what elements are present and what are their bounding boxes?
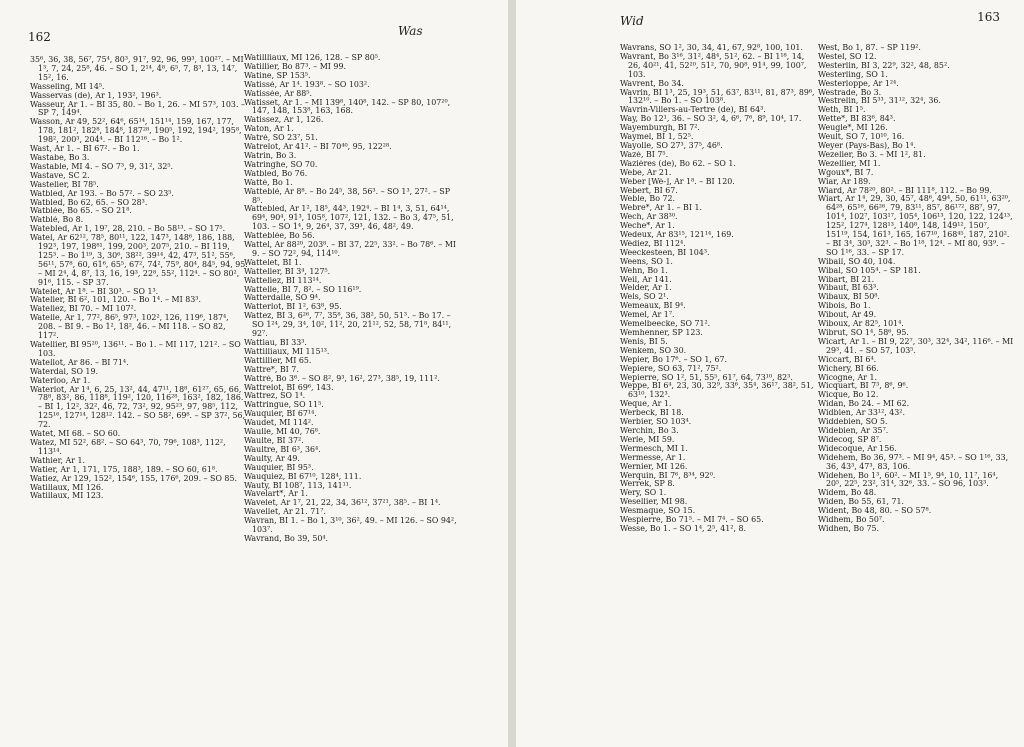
index-entry: Widecoque, Ar 156. — [818, 444, 897, 453]
index-entry: Weth, BI 1⁵. — [818, 106, 866, 115]
right-column-1 — [620, 44, 816, 534]
index-entry: Wibout, Ar 49. — [818, 311, 877, 320]
index-entry: Waulte, BI 37². — [244, 436, 304, 445]
index-entry: Watblé, Bo 8. — [30, 216, 84, 225]
index-entry: Wattiau, BI 33³. — [244, 339, 307, 347]
index-entry: Watbled, Ar 193. – Bo 57². – SO 23⁵. — [30, 189, 174, 198]
index-entry: Watellier, BI 95²⁰, 136¹¹. – Bo 1. – MI 117, 121². – SO 103. — [30, 341, 241, 358]
index-entry: Watet, MI 68. – SO 60. — [30, 430, 121, 439]
index-entry: Watisset, Ar 1. – MI 139⁸, 140⁸, 142. – SP 80, 107²⁰, 147, 148, 153⁸, 163, 168. — [244, 98, 451, 116]
index-entry: Watringhe, SO 70. — [244, 160, 318, 169]
index-entry: Wavrans, SO 1², 30, 34, 41, 67, 92⁸, 100, 101. — [620, 44, 803, 52]
index-entry: Wastelier, BI 78⁵. — [30, 180, 99, 189]
index-entry: Wauquier, BI 67¹⁴. — [244, 410, 317, 419]
index-entry: Wibois, Bo 1. — [818, 302, 871, 311]
index-entry: Wavran, BI 1. – Bo 1, 3¹⁰, 36², 49. – MI 126. – SO 94², 103⁷. — [244, 517, 457, 535]
index-entry: Wermesse, Ar 1. — [620, 453, 686, 462]
index-entry: Wibaut, BI 63³. — [818, 284, 879, 293]
index-entry: Watillliaux, MI 126, 128. – SP 80⁵. — [244, 54, 381, 62]
index-entry: Webert, BI 67. — [620, 186, 678, 195]
index-entry: Wemeaux, BI 9⁴. — [620, 302, 686, 311]
index-entry: Wemelbeecke, SO 71². — [620, 320, 711, 329]
index-entry: Weppe, BI 6⁴, 23, 30, 32⁹, 33⁶, 35⁴, 36¹⁷, 38², 51, 63¹⁰, 132³. — [620, 382, 814, 400]
left-running-head: Was — [398, 24, 423, 38]
index-entry: Wemel, Ar 1⁷. — [620, 311, 675, 320]
index-entry: Wasservas (de), Ar 1, 193², 196³. — [30, 91, 162, 100]
index-entry: Watteblée, Bo 56. — [244, 232, 315, 241]
index-entry: West, Bo 1, 87. – SP 119². — [818, 44, 921, 52]
index-entry: Widecoq, SP 8⁷. — [818, 435, 882, 444]
index-entry: Wastabe, Bo 3. — [30, 153, 90, 162]
index-entry: Watteblé, Ar 8⁸. – Bo 24⁵, 38, 56³. – SO 1³, 27². – SP 8⁵. — [244, 187, 451, 205]
index-entry: Watillaux, MI 123. — [30, 492, 104, 501]
left-page — [0, 0, 508, 747]
index-entry: Waulty, Ar 49. — [244, 454, 300, 463]
index-entry: Weult, SO 7, 10¹⁰, 16. — [818, 133, 905, 142]
index-entry: Wenkem, SO 30. — [620, 346, 687, 355]
index-entry: Wibail, SO 40, 104. — [818, 257, 896, 266]
index-entry: Weil, Ar 141. — [620, 275, 672, 284]
index-entry: Wepierre, SO 1², 51, 55⁵, 61⁷, 64, 73¹⁰, 82³. — [620, 373, 793, 382]
left-column-1 — [30, 56, 248, 501]
index-entry: Wavrin-Villers-au-Tertre (de), BI 64³. — [620, 106, 766, 115]
index-entry: Waterlot, Ar 1⁴, 6, 25, 13², 44, 47¹¹, 18⁸, 61²⁷, 65, 66, 78⁸, 83², 86, 118⁸, 119², 120, 116²⁸, 163², 182, 186. – BI 1, 12², 32², 46, 72, 73², 92, 95²³, 97, 98⁵, 112, 125¹⁶, 127¹⁴, 128¹². 142. – SO 58², 69⁸. – SP 37², 56, 72. — [30, 385, 246, 430]
index-entry: Widan, Bo 24. – MI 62. — [818, 400, 910, 409]
index-entry: Watelle, Ar 1, 77², 86⁵, 97³, 102², 126, 119⁶, 187⁴, 208. – BI 9. – Bo 1², 18², 46. – MI 118. – SO 82, 117². — [30, 314, 229, 341]
index-entry: Weche*, Ar 1. — [620, 222, 675, 231]
index-entry: Wesse, Bo 1. – SO 1⁴, 2⁵, 41², 8. — [620, 524, 746, 533]
index-entry: Westrelin, BI 5³³, 31¹², 32⁴, 36. — [818, 97, 941, 106]
index-entry: Wiar, Ar 189. — [818, 177, 871, 186]
index-entry: Watier, Ar 1, 171, 175, 188³, 189. – SO 60, 61⁸. — [30, 465, 218, 474]
index-entry: Weyer (Pays-Bas), Bo 1⁴. — [818, 141, 916, 150]
index-entry: Watellot, Ar 86. – BI 71⁴. — [30, 358, 129, 367]
index-entry: Wathier, Ar 1. — [30, 456, 86, 465]
index-entry: Wezellier, MI 1. — [818, 159, 881, 168]
index-entry: Westrade, Bo 3. — [818, 88, 882, 97]
index-entry: Weens, SO 1. — [620, 257, 673, 266]
index-entry: Werbeck, BI 18. — [620, 409, 684, 418]
index-entry: Wiccart, BI 6⁴. — [818, 355, 877, 364]
index-entry: Wattrez, SO 1⁴. — [244, 392, 306, 401]
index-entry: Watissez, Ar 1, 126. — [244, 116, 324, 125]
index-entry: Watterdalle, SO 9⁴. — [244, 294, 321, 303]
index-entry: Wasson, Ar 49, 52², 64⁶, 65¹⁴, 151¹⁴, 159, 167, 177, 178, 181², 182⁸, 184⁸, 187²⁸, 190⁵, 192, 194², 195⁸, 198², 200³, 204⁴. – BI 112¹⁶. – Bo 1². — [30, 118, 242, 145]
index-entry: Wattez, BI 3, 6²⁶, 7⁷, 35⁸, 36, 38², 50, 51³. – Bo 17. – SO 1²⁴, 29, 3⁴, 10², 11², 20, 21¹², 52, 58, 71⁸, 84¹¹, 92⁷. — [244, 312, 452, 339]
index-entry: Waterloo, Ar 1. — [30, 376, 91, 385]
index-entry: Wette*, BI 83⁶, 84³. — [818, 115, 896, 124]
index-entry: Westerlin, BI 3, 22⁹, 32², 48, 85². — [818, 61, 950, 70]
index-entry: Waudet, MI 114². — [244, 419, 314, 428]
index-entry: Watillaux, MI 126. — [30, 483, 104, 492]
index-entry: Wavellet, Ar 21. 71⁷. — [244, 508, 326, 517]
right-running-head: Wid — [620, 14, 644, 28]
index-entry: Wery, SO 1. — [620, 489, 667, 498]
index-entry: Watteliez, BI 113¹⁴. — [244, 276, 322, 285]
index-entry: Wernier, MI 126. — [620, 462, 688, 471]
index-entry: Wastable, MI 4. – SO 7³, 9, 31², 32⁵. — [30, 162, 174, 171]
index-entry: Wast, Ar 1. – BI 67². – Bo 1. — [30, 145, 140, 154]
index-entry: Wech, Ar 38³⁰. — [620, 213, 678, 222]
left-page-number: 162 — [28, 30, 51, 44]
index-entry: Watelier, BI 6², 101, 120. – Bo 1⁴. – MI 83³. — [30, 296, 201, 305]
left-column-2 — [244, 54, 462, 544]
index-entry: Wattillier, MI 65. — [244, 356, 312, 365]
index-entry: Weugle*, MI 126. — [818, 124, 888, 133]
index-entry: Wattré, Bo 3⁶. – SO 8², 9³, 16², 27³, 38⁵, 19, 111². — [244, 374, 440, 383]
index-entry: Widem, Bo 48. — [818, 489, 877, 498]
index-entry: Watel, Ar 62¹², 78⁵, 80¹¹, 122, 147³, 148⁶, 186, 188, 192³, 197, 198⁸¹, 199, 200³, 207⁵, 210. – BI 119, 125³. – Bo 1¹⁹, 3, 30⁶, 38²², 39¹⁴, 42, 47³, 51², 55⁶, 56¹¹, 57⁸, 60, 61⁶, 65⁵, 67², 74², 75⁹, 80⁴, 84⁵, 94, 95. – MI 2⁴, 4, 8⁷, 13, 16, 19³, 22⁸, 55², 112⁴. – SO 80², 91⁶, 115. – SP 37. — [30, 234, 248, 287]
index-entry: Watrin, Bo 3. — [244, 151, 297, 160]
index-entry: Wiart, Ar 1⁴, 29, 30, 45⁷, 48⁶, 49⁴, 50, 61¹¹, 63²⁰, 64²⁸, 65¹⁶, 66²⁶, 79, 83¹¹, 85⁷, 86¹⁷², 88⁷, 97, 101⁴, 102⁷, 103¹⁷, 105⁴, 106¹³, 120, 122, 124¹³, 125², 127⁴, 128¹³, 140⁸, 148, 149¹², 150⁷, 151¹⁹, 154, 161³, 165, 167¹⁰, 168⁴⁵, 187, 210². – BI 3⁴, 30³, 32³. – Bo 1¹⁸, 12⁴. – MI 80, 93⁹. – SO 1¹⁶, 33. – SP 17. — [818, 195, 1013, 257]
index-entry: Watteller, BI 3⁴, 127⁵. — [244, 267, 331, 276]
index-entry: Wayolle, SO 27³, 37⁵, 46⁸. — [620, 141, 723, 150]
index-entry: Widhen, Bo 75. — [818, 524, 880, 533]
index-entry: Wibart, BI 21. — [818, 275, 875, 284]
index-entry: Wasseur, Ar 1. – BI 35, 80. – Bo 1, 26. – MI 57³, 103. – SP 7, 149⁴. — [30, 100, 245, 118]
index-entry: Wauquiez, BI 67¹⁰, 128⁴, 111. — [244, 472, 362, 481]
index-entry: Watillier, Bo 87³. – MI 99. — [244, 62, 346, 71]
index-entry: Wattelle, BI 7, 8². – SO 116¹⁹. — [244, 285, 362, 294]
index-entry: Waton, Ar 1. — [244, 125, 294, 134]
index-entry: Wédiez, BI 112⁴. — [620, 239, 686, 248]
index-entry: Wibrut, SO 1⁴, 58⁶, 95. — [818, 329, 909, 337]
index-entry: Westel, SO 12. — [818, 52, 877, 61]
index-entry: Wattebled, Ar 1², 18⁵, 44³, 192⁴. – BI 1⁴, 3, 51, 64¹⁴, 69⁴, 90⁴, 91³, 105⁸, 107², 121, 132. – Bo 3, 47⁵, 51, 103. – SO 1⁴, 9, 26⁴, 37, 39³, 46, 48², 49. — [244, 205, 454, 232]
index-entry: Wezelier, Bo 3. – MI 1², 81. — [818, 150, 926, 159]
index-entry: Watté, Bo 1. — [244, 178, 293, 187]
index-entry: Wehn, Bo 1. — [620, 266, 668, 275]
index-entry: Wattre*, BI 7. — [244, 365, 299, 374]
index-entry: Weber [Wé-], Ar 1⁸. – BI 120. — [620, 177, 735, 186]
index-entry: Widhem, Bo 50⁷. — [818, 516, 885, 525]
index-entry: Weque, Ar 1. — [620, 400, 672, 409]
index-entry: Watebled, Ar 1, 19⁷, 28, 210. – Bo 58¹³. – SO 17⁵. — [30, 225, 226, 234]
index-entry: Wels, SO 2¹. — [620, 293, 669, 302]
index-entry: Wibal, SO 105⁴. – SP 181. — [818, 266, 921, 275]
index-entry: Wavrand, Bo 39, 50⁴. — [244, 534, 329, 543]
index-entry: Watterlot, BI 1², 63⁸, 95. — [244, 303, 342, 312]
index-entry: Watbled, Bo 62, 65. – SO 28³. — [30, 198, 148, 207]
index-entry: Wattringue, SO 11⁵. — [244, 401, 324, 410]
index-entry: Wicogne, Ar 1. — [818, 373, 877, 382]
index-entry: Waulle, MI 40, 76⁸. — [244, 428, 321, 437]
index-entry: Way, Bo 12¹, 36. – SO 3², 4, 6⁶, 7⁶, 8⁹, 10⁴, 17. — [620, 115, 802, 124]
index-entry: Wicquart, BI 7³, 8⁶, 9⁶. — [818, 382, 909, 391]
index-entry: Wesellier, MI 98. — [620, 498, 688, 507]
index-entry: Wesmaque, SO 15. — [620, 507, 696, 516]
index-entry: Wiboux, Ar 82⁵, 101⁴. — [818, 320, 904, 329]
index-entry: Werrek, SP 8. — [620, 480, 675, 489]
index-entry: Watiez, Ar 129, 152², 154⁶, 155, 176⁶, 209. – SO 85. — [30, 474, 237, 483]
index-entry: Watez, MI 52², 68². – SO 64³, 70, 79⁶, 108³, 112², 113¹⁴. — [30, 438, 226, 456]
index-entry: Wavelet, Ar 1⁷, 21, 22, 34, 36¹², 37²¹, 38⁵. – BI 1⁴. — [244, 499, 441, 508]
index-entry: Wicart, Ar 1. – BI 9, 22⁷, 30³, 32⁴, 34², 116⁶. – MI 29³, 41. – SO 57, 103⁵. — [818, 337, 1014, 355]
index-entry: Westerling, SO 1. — [818, 70, 888, 79]
index-entry: Watelet, Ar 1⁸. – BI 30³. – SO 1³. — [30, 287, 159, 296]
index-entry: Wavelart*, Ar 1. — [244, 490, 308, 499]
index-entry: Wasseling, MI 14⁵. — [30, 82, 105, 91]
index-entry: Westerloppe, Ar 1²⁴. — [818, 79, 899, 88]
index-entry: Wemhenner, SP 123. — [620, 329, 703, 337]
index-entry: Watblée, Bo 65. – SO 21⁸. — [30, 207, 132, 216]
index-entry: Welder, Ar 1. — [620, 284, 672, 293]
right-page — [516, 0, 1024, 747]
index-entry: Widebien, Ar 35⁷. — [818, 426, 889, 435]
index-entry: 35⁶, 36, 38, 56⁷, 75⁴, 80³, 91⁷, 92, 96, 99³, 100²⁷. – MI 1³, 7, 24, 25⁸, 46. – SO 1, 2¹⁴, 4⁸, 6⁵, 7, 8³, 13, 14⁷, 15², 16. — [30, 56, 244, 82]
right-page-number: 163 — [977, 10, 1000, 24]
index-entry: Webe, Ar 21. — [620, 168, 672, 177]
index-entry: Werle, MI 59. — [620, 435, 675, 444]
index-entry: Wattrelot, BI 69⁶, 143. — [244, 383, 334, 392]
index-entry: Wenis, BI 5. — [620, 337, 668, 346]
index-entry: Wazières (de), Bo 62. – SO 1. — [620, 159, 736, 168]
index-entry: Wavrent, Bo 34. — [620, 79, 684, 88]
index-entry: Wicque, Bo 12. — [818, 391, 879, 400]
index-entry: Wespierre, Bo 71⁵. – MI 7⁴. – SO 65. — [620, 516, 764, 525]
index-entry: Waymel, BI 1, 52⁵. — [620, 133, 694, 142]
index-entry: Wayemburgh, BI 7². — [620, 124, 700, 133]
index-entry: Wattel, Ar 88²⁰, 203⁸. – BI 37, 22⁵, 33². – Bo 78⁶. – MI 9. – SO 72², 94, 114¹⁰. — [244, 241, 457, 258]
index-entry: Widehen, Bo 1³, 60². – MI 1⁵, 9⁴, 10, 11⁷, 16⁴, 20⁵, 22⁵, 23², 31⁴, 32⁶, 33. – SO 96, 103³. — [818, 471, 999, 489]
index-entry: Weeckesteen, BI 104³. — [620, 248, 710, 257]
index-entry: Wavrant, Bo 3¹⁶, 31², 48⁴, 51², 62. – BI 1¹⁸, 14, 26, 40²¹, 41, 52²⁰, 51², 70, 90⁸, 91⁴, 99, 100⁷, 103. — [620, 52, 807, 79]
index-entry: Wastave, SC 2. — [30, 171, 90, 180]
index-entry: Werquin, BI 7⁶, 8³⁴, 92⁰. — [620, 471, 716, 480]
index-entry: Wavrin, BI 1³, 25, 19³, 51, 63⁷, 83¹¹, 81, 87³, 89⁶, 132¹⁰. – Bo 1. – SO 103⁸. — [620, 88, 815, 106]
index-entry: Wauquier, BI 95³. — [244, 463, 314, 472]
index-entry: Weble, Bo 72. — [620, 195, 676, 204]
index-entry: Watrelot, Ar 41². – BI 70⁴⁰, 95, 122²⁸. — [244, 143, 392, 152]
index-entry: Webre*, Ar 1. – BI 1. — [620, 204, 703, 213]
index-entry: Watissé, Ar 1⁴. 193⁸. – SO 103². — [244, 80, 370, 89]
index-entry: Waultre, BI 6³, 36⁴. — [244, 445, 321, 454]
index-entry: Watissée, Ar 88⁵. — [244, 89, 312, 98]
index-entry: Wedeux, Ar 83¹⁵, 121¹⁴, 169. — [620, 231, 734, 240]
index-entry: Wazé, BI 7⁵. — [620, 150, 669, 159]
index-entry: Wgoux*, BI 7. — [818, 168, 874, 177]
index-entry: Wateliez, BI 70. – MI 107². — [30, 305, 137, 314]
index-entry: Watine, SP 153⁵. — [244, 71, 311, 80]
index-entry: Wibaux, BI 50⁸. — [818, 293, 880, 302]
right-column-2 — [818, 44, 1014, 534]
index-entry: Wattilliaux, MI 115¹³. — [244, 347, 330, 356]
index-entry: Wermesch, MI 1. — [620, 444, 688, 453]
book-gutter — [508, 0, 516, 747]
index-entry: Wepiere, SO 63, 71², 75². — [620, 364, 722, 373]
index-entry: Widbien, Ar 33¹², 43². — [818, 409, 905, 418]
index-entry: Watré, SO 23⁷, 51. — [244, 134, 318, 143]
index-entry: Watbled, Bo 76. — [244, 169, 308, 178]
index-entry: Widdebien, SO 5. — [818, 418, 888, 427]
index-entry: Wident, Bo 48, 80. – SO 57⁸. — [818, 507, 932, 516]
index-entry: Werchin, Bo 3. — [620, 426, 679, 435]
index-entry: Werbier, SO 103⁴. — [620, 418, 692, 427]
index-entry: Wichery, BI 66. — [818, 364, 879, 373]
index-entry: Wauty, BI 108⁷, 113, 141¹¹. — [244, 481, 352, 490]
index-entry: Wiard, Ar 78²⁰, 80². – BI 111⁸, 112. – Bo 99. — [818, 186, 992, 195]
index-entry: Widehem, Bo 36, 97³. – MI 9⁴, 45³. – SO 1¹⁶, 33, 36, 43³, 47³, 83, 106. — [818, 453, 1009, 471]
index-entry: Widen, Bo 55, 61, 71. — [818, 498, 905, 507]
index-entry: Wepier, Bo 17⁶. – SO 1, 67. — [620, 355, 727, 364]
index-entry: Waterdal, SO 19. — [30, 367, 98, 376]
index-entry: Wattelet, BI 1. — [244, 258, 302, 267]
